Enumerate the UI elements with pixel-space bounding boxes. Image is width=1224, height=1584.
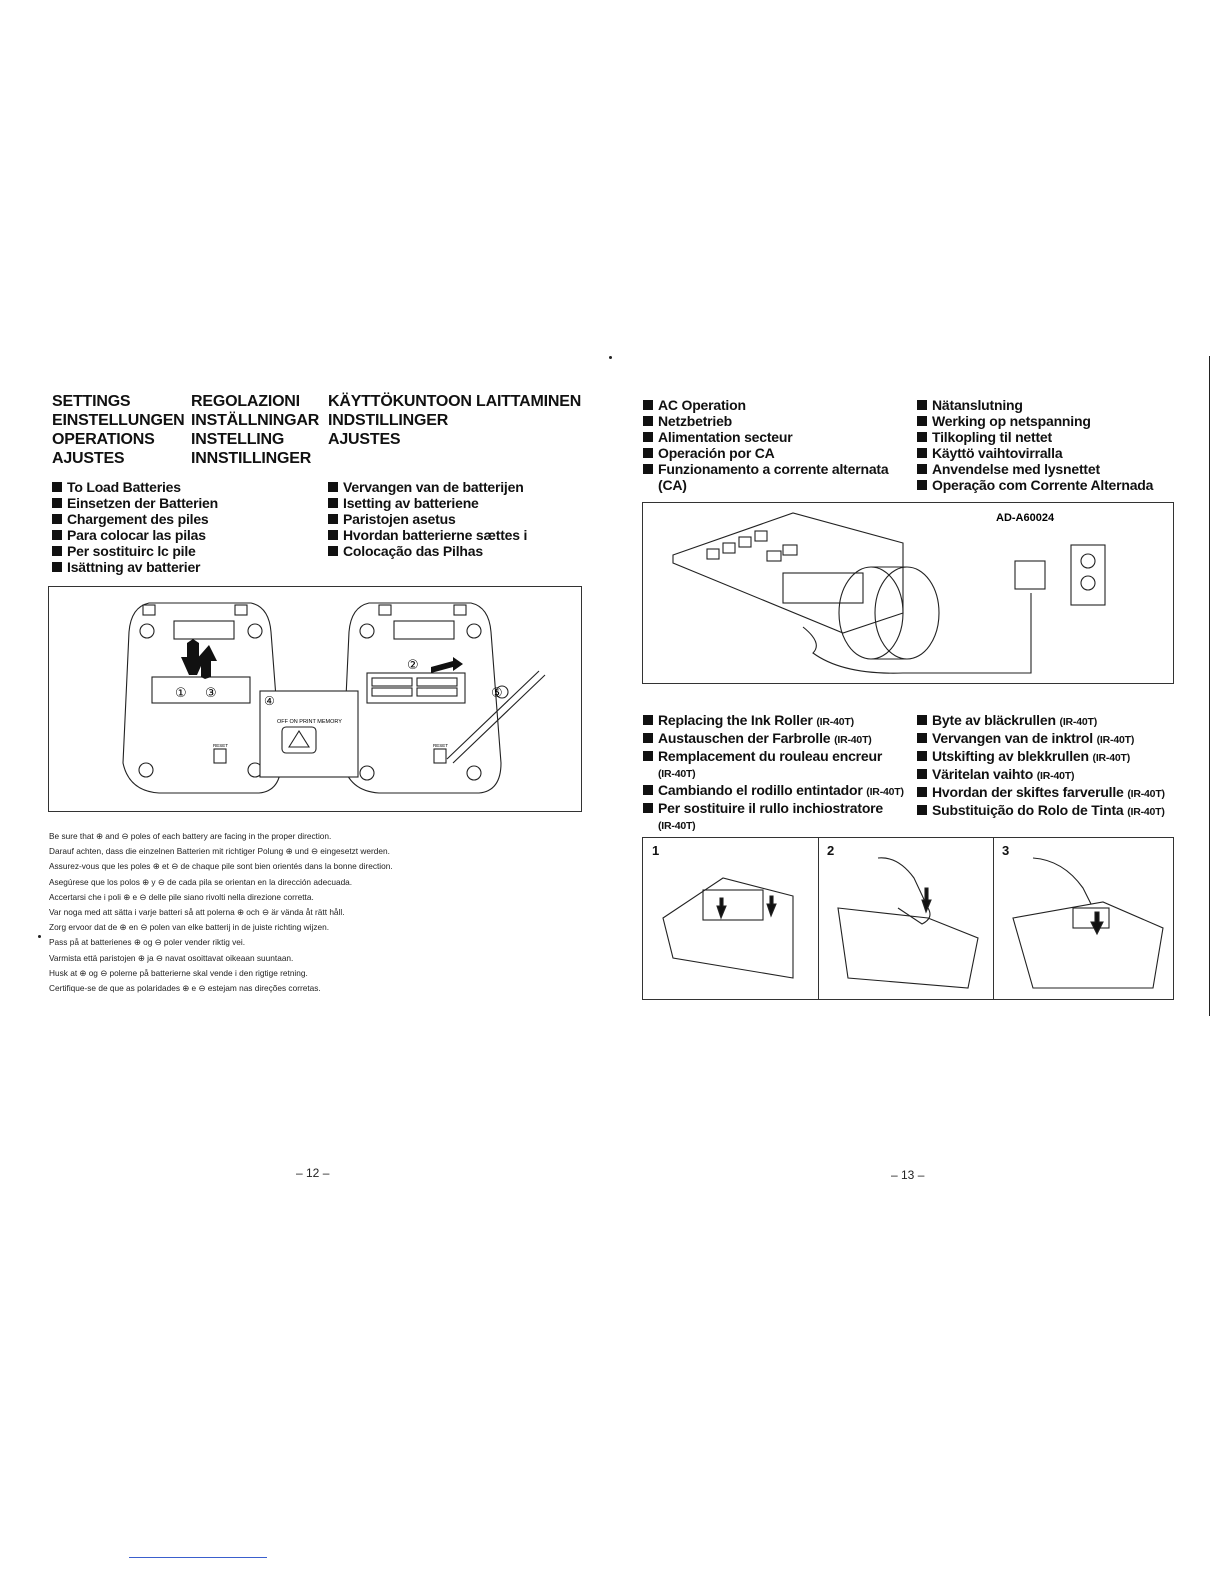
battery-item (328, 527, 527, 543)
ac-item-text: Alimentation secteur (658, 429, 793, 445)
ac-list-left (643, 397, 888, 493)
ac-item (643, 429, 888, 445)
battery-item (52, 527, 218, 543)
ac-figure (642, 502, 1174, 684)
step-number-3: 3 (1002, 843, 1010, 858)
heading-column-2 (191, 392, 319, 468)
battery-item-text: Isetting av batteriene (343, 495, 479, 511)
ac-item (917, 445, 1153, 461)
bullet-square (52, 530, 62, 540)
heading-line: INNSTILLINGER (191, 450, 312, 467)
model-tag: (IR-40T) (1059, 716, 1098, 728)
note-line: Asegúrese que los polos ⊕ y ⊖ de cada pila se orientan en la dirección adecuada. (49, 876, 353, 887)
bullet-square (643, 416, 653, 426)
model-tag: (IR-40T) (658, 820, 696, 832)
model-tag: (IR-40T) (1096, 734, 1135, 746)
battery-item-text: Para colocar las pilas (67, 527, 206, 543)
bullet-square (328, 498, 338, 508)
bullet-square (917, 787, 927, 797)
note-line: Husk at ⊕ og ⊖ polerne på batterierne skal vende i den rigtige retning. (49, 967, 308, 978)
ac-item (643, 445, 888, 461)
step-1-label: ① (175, 686, 187, 701)
ac-item (917, 429, 1153, 445)
step-1-illustration (643, 838, 818, 999)
roller-steps-figure (642, 837, 1174, 1000)
roller-item-text: Cambiando el rodillo entintador (658, 782, 863, 798)
ac-item-text: Netzbetrieb (658, 413, 733, 429)
ac-item (643, 413, 888, 429)
step-panel-3 (993, 838, 1173, 999)
roller-list-right (917, 712, 1165, 820)
step-number-1: 1 (652, 843, 660, 858)
heading-line: SETTINGS (52, 393, 131, 410)
bullet-square (643, 733, 653, 743)
batteries-list-left (52, 479, 218, 575)
ac-item-text: Funzionamento a corrente alternata (658, 461, 889, 477)
battery-item (328, 543, 527, 559)
heading-line: AJUSTES (328, 431, 401, 448)
margin-mark (38, 935, 41, 938)
battery-item-text: Isättning av batterier (67, 559, 201, 575)
bullet-square (52, 514, 62, 524)
battery-item (52, 479, 218, 495)
roller-item (643, 800, 904, 816)
battery-item (52, 559, 218, 575)
ac-item-text: Operação com Corrente Alternada (932, 477, 1154, 493)
model-tag: (IR-40T) (658, 768, 696, 780)
battery-item-text: Colocação das Pilhas (343, 543, 483, 559)
roller-item-text: Hvordan der skiftes farverulle (932, 784, 1124, 800)
bullet-square (917, 400, 927, 410)
bullet-square (917, 769, 927, 779)
bullet-square (328, 514, 338, 524)
roller-item-text: Vervangen van de inktrol (932, 730, 1093, 746)
bullet-square (328, 546, 338, 556)
bullet-square (643, 785, 653, 795)
heading-line: AJUSTES (52, 450, 125, 467)
model-tag: (IR-40T) (834, 734, 872, 746)
model-tag: (IR-40T) (1127, 806, 1165, 818)
batteries-list-right (328, 479, 527, 559)
ac-item-text: (CA) (658, 477, 687, 493)
heading-column-3 (328, 392, 581, 449)
ac-item (643, 477, 888, 493)
switch-label: OFF ON PRINT MEMORY (277, 719, 342, 725)
reset-label-right: RESET (433, 743, 449, 748)
ac-item (917, 461, 1153, 477)
ac-item-text: AC Operation (658, 397, 746, 413)
bullet-square (917, 464, 927, 474)
heading-column-1 (52, 392, 185, 468)
step-3-illustration (993, 838, 1173, 999)
top-mark (609, 356, 612, 359)
battery-item-text: Chargement des piles (67, 511, 209, 527)
page-13 (612, 0, 1224, 1584)
note-line: Assurez-vous que les poles ⊕ et ⊖ de chaque pile sont bien orientés dans la bonne direction. (49, 861, 393, 872)
bullet-square (643, 400, 653, 410)
bullet-square (643, 803, 653, 813)
bullet-square (643, 432, 653, 442)
roller-item (917, 802, 1165, 820)
roller-item (643, 816, 904, 834)
step-4-label: ④ (264, 694, 275, 708)
note-line: Pass på at batterienes ⊕ og ⊖ poler vender riktig vei. (49, 937, 246, 948)
note-line: Be sure that ⊕ and ⊖ poles of each battery are facing in the proper direction. (49, 831, 332, 841)
bullet-square (52, 562, 62, 572)
page-edge-line (1209, 356, 1210, 1016)
roller-item-text: Byte av bläckrullen (932, 712, 1056, 728)
roller-item-text: Utskifting av blekkrullen (932, 748, 1089, 764)
step-5-label: ⑤ (491, 686, 503, 701)
step-2-illustration (818, 838, 993, 999)
ac-illustration (643, 503, 1173, 683)
polarity-notes (49, 829, 393, 996)
model-tag: (IR-40T) (866, 786, 904, 798)
bullet-square (643, 464, 653, 474)
reset-label-left: RESET (213, 743, 229, 748)
battery-item (52, 543, 218, 559)
note-line: Var noga med att sätta i varje batteri så att polerna ⊕ och ⊖ är vända åt rätt håll. (49, 907, 345, 918)
page-number-12: – 12 – (296, 1166, 330, 1180)
battery-item-text: Vervangen van de batterijen (343, 479, 524, 495)
bottom-rule (129, 1557, 267, 1558)
roller-item-text: Remplacement du rouleau encreur (658, 748, 883, 764)
battery-item (328, 511, 527, 527)
note-line: Certifique-se de que as polaridades ⊕ e ⊖ estejam nas direções corretas. (49, 983, 321, 994)
model-tag: (IR-40T) (1092, 752, 1131, 764)
ac-item (917, 477, 1153, 493)
roller-item (917, 712, 1165, 730)
bullet-square (917, 805, 927, 815)
heading-line: INSTELLING (191, 431, 285, 448)
roller-item (643, 782, 904, 800)
ac-item-text: Anvendelse med lysnettet (932, 461, 1100, 477)
roller-item (917, 766, 1165, 784)
bullet-square (917, 751, 927, 761)
bullet-square (643, 751, 653, 761)
battery-item-text: Hvordan batterierne sættes i (343, 527, 528, 543)
roller-item-text: Substituição do Rolo de Tinta (932, 802, 1124, 818)
heading-line: OPERATIONS (52, 431, 155, 448)
ac-item-text: Nätanslutning (932, 397, 1023, 413)
roller-item (643, 748, 904, 764)
ac-item-text: Käyttö vaihtovirralla (932, 445, 1063, 461)
battery-illustration (49, 587, 581, 811)
ac-list-right (917, 397, 1153, 493)
bullet-square (917, 416, 927, 426)
roller-item (917, 784, 1165, 802)
battery-item-text: Per sostituirc lc pile (67, 543, 196, 559)
bullet-square (52, 482, 62, 492)
bullet-square (52, 546, 62, 556)
bullet-square (917, 432, 927, 442)
ac-item-text: Operación por CA (658, 445, 775, 461)
adapter-label: AD-A60024 (996, 512, 1055, 524)
battery-item (52, 495, 218, 511)
heading-line: INSTÄLLNINGAR (191, 412, 320, 429)
bullet-square (917, 480, 927, 490)
ac-item (643, 461, 888, 477)
roller-item-text: Väritelan vaihto (932, 766, 1034, 782)
heading-line: KÄYTTÖKUNTOON LAITTAMINEN (328, 393, 582, 410)
battery-figure (48, 586, 582, 812)
battery-item (328, 495, 527, 511)
roller-item (917, 748, 1165, 766)
bullet-square (917, 448, 927, 458)
step-3-label: ③ (205, 686, 217, 701)
page-number-13: – 13 – (891, 1168, 925, 1182)
step-number-2: 2 (827, 843, 835, 858)
step-panel-1 (643, 838, 819, 999)
battery-item-text: To Load Batteries (67, 479, 181, 495)
roller-item (917, 730, 1165, 748)
step-2-label: ② (407, 658, 419, 673)
note-line: Accertarsi che i poli ⊕ e ⊖ delle pile siano rivolti nella direzione corretta. (49, 891, 314, 902)
roller-item (643, 730, 904, 748)
roller-list-left (643, 712, 904, 834)
roller-item-text: Austauschen der Farbrolle (658, 730, 831, 746)
step-panel-2 (818, 838, 994, 999)
ac-item-text: Tilkopling til nettet (932, 429, 1052, 445)
heading-line: EINSTELLUNGEN (52, 412, 185, 429)
bullet-square (328, 530, 338, 540)
bullet-square (643, 448, 653, 458)
roller-item (643, 764, 904, 782)
battery-item (52, 511, 218, 527)
bullet-square (643, 715, 653, 725)
ac-item (917, 397, 1153, 413)
bullet-square (52, 498, 62, 508)
battery-item-text: Paristojen asetus (343, 511, 456, 527)
heading-line: REGOLAZIONI (191, 393, 300, 410)
model-tag: (IR-40T) (1127, 788, 1165, 800)
bullet-square (917, 733, 927, 743)
roller-item (643, 712, 904, 730)
roller-item-text: Replacing the Ink Roller (658, 712, 813, 728)
heading-line: INDSTILLINGER (328, 412, 449, 429)
ac-item (917, 413, 1153, 429)
model-tag: (IR-40T) (1036, 770, 1075, 782)
note-line: Zorg ervoor dat de ⊕ en ⊖ polen van elke batterij in de juiste richting wijzen. (49, 922, 330, 933)
ac-item (643, 397, 888, 413)
bullet-square (917, 715, 927, 725)
roller-item-text: Per sostituire il rullo inchiostratore (658, 800, 884, 816)
note-line: Varmista että paristojen ⊕ ja ⊖ navat osoittavat oikeaan suuntaan. (49, 952, 294, 963)
note-line: Darauf achten, dass die einzelnen Batterien mit richtiger Polung ⊕ und ⊖ eingesetzt werden. (49, 846, 390, 857)
bullet-square (328, 482, 338, 492)
model-tag: (IR-40T) (816, 716, 854, 728)
ac-item-text: Werking op netspanning (932, 413, 1091, 429)
battery-item (328, 479, 527, 495)
battery-item-text: Einsetzen der Batterien (67, 495, 218, 511)
